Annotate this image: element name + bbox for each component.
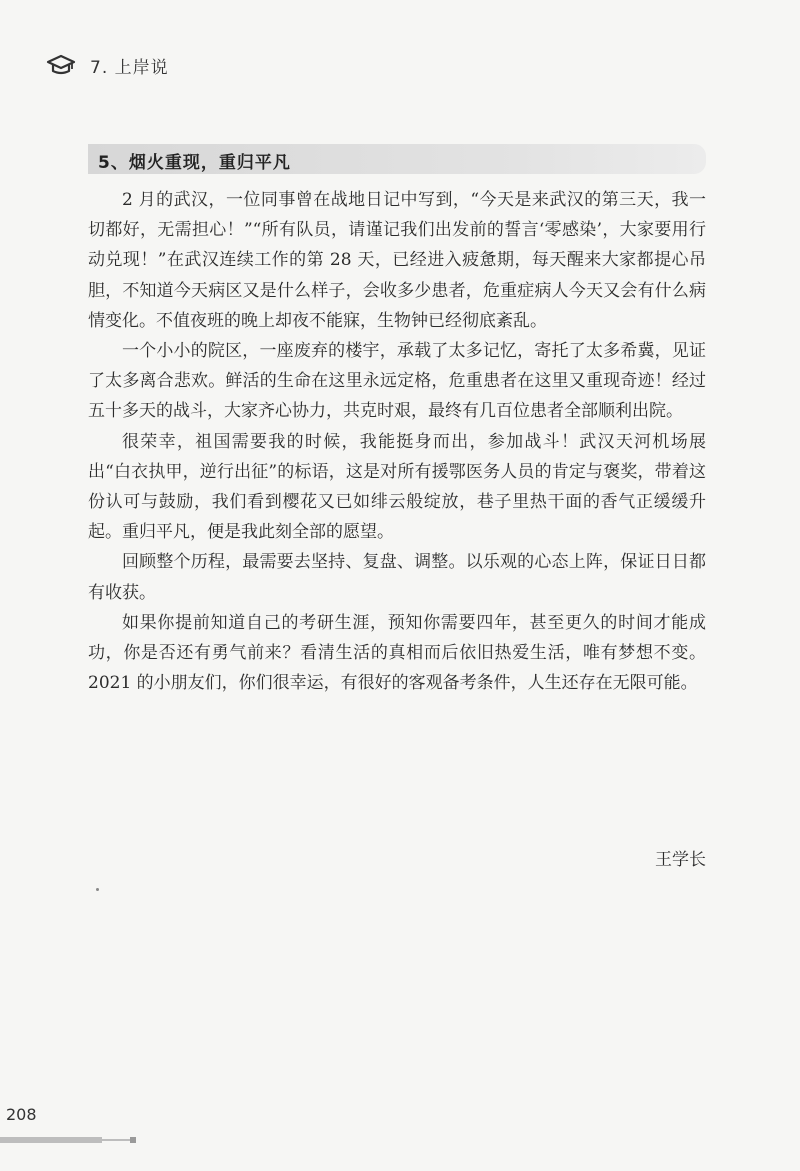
chapter-title: 7. 上岸说	[90, 57, 169, 78]
paragraph: 一个小小的院区，一座废弃的楼宇，承载了太多记忆，寄托了太多希冀，见证了太多离合悲欢。鲜活的生命在这里永远定格，危重患者在这里又重现奇迹！经过五十多天的战斗，大家齐心协力，共克时艰，最终有几百位患者全部顺利出院。	[88, 341, 706, 422]
footer-bar-thin	[102, 1139, 130, 1141]
paragraph: 如果你提前知道自己的考研生涯，预知你需要四年，甚至更久的时间才能成功，你是否还有勇气前来？看清生活的真相而后依旧热爱生活，唯有梦想不变。2021 的小朋友们，你们很幸运，有很好的客观备考条件，人生还存在无限可能。	[88, 612, 706, 694]
section-title: 5、烟火重现，重归平凡	[98, 153, 291, 173]
paragraph: 2 月的武汉，一位同事曾在战地日记中写到，“今天是来武汉的第三天，我一切都好，无需担心！”“所有队员，请谨记我们出发前的誓言‘零感染’，大家要用行动兑现！”在武汉连续工作的第 28 天，已经进入疲惫期，每天醒来大家都提心吊胆，不知道今天病区又是什么样子，会收多少患者，危重症病人今天又会有什么病情变化。不值夜班的晚上却夜不能寐，生物钟已经彻底紊乱。	[88, 190, 706, 331]
paragraph: 很荣幸，祖国需要我的时候，我能挺身而出，参加战斗！武汉天河机场展出“白衣执甲，逆行出征”的标语，这是对所有援鄂医务人员的肯定与褒奖，带着这份认可与鼓励，我们看到樱花又已如绯云般绽放，巷子里热干面的香气正缓缓升起。重归平凡，便是我此刻全部的愿望。	[88, 431, 706, 543]
section-heading-bar	[88, 144, 706, 174]
footer-decoration	[0, 1133, 140, 1145]
paragraph: 回顾整个历程，最需要去坚持、复盘、调整。以乐观的心态上阵，保证日日都有收获。	[88, 552, 706, 603]
footer-bar-thick	[0, 1137, 102, 1143]
print-speck	[96, 888, 99, 891]
body-text	[88, 185, 706, 698]
page-number: 208	[6, 1105, 37, 1124]
running-header	[46, 52, 169, 78]
footer-bar-square	[130, 1137, 136, 1143]
graduation-cap-icon	[46, 54, 76, 76]
author-signature: 王学长	[655, 850, 706, 870]
